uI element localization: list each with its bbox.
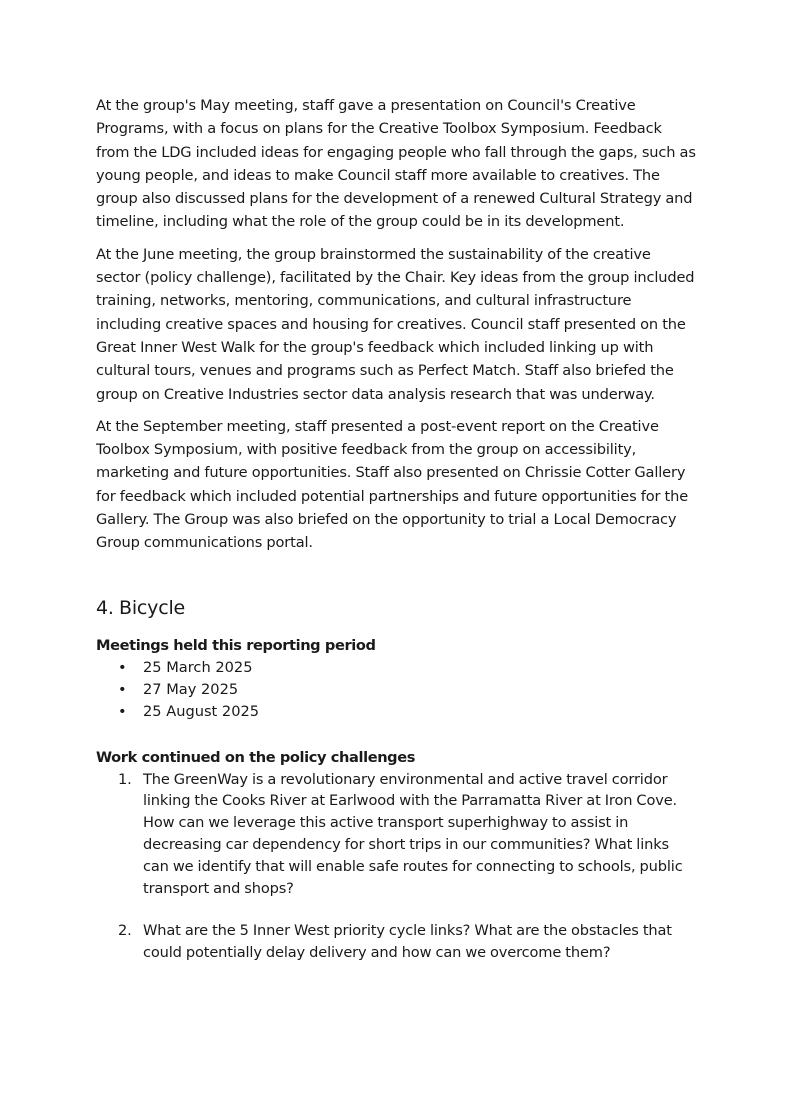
bullet-glyph: • — [118, 702, 127, 720]
item-number: 1. — [118, 770, 132, 788]
paragraph-may-meeting: At the group's May meeting, staff gave a presentation on Council's Creative Programs, with a focus on plans for the Creative Toolbox Symposium. Feedback from the LDG included ideas for engaging people who fall through the gaps, such as young people, and ideas to make Council staff more available to creatives. The group also discussed plans for the development of a renewed Cultural Strategy and timeline, including what the role of the group could be in its development. — [96, 97, 696, 231]
item-number: 2. — [118, 922, 132, 940]
section-title: Bicycle — [119, 596, 186, 619]
challenges-list — [96, 769, 696, 964]
list-item — [96, 657, 696, 679]
paragraph-september-meeting: At the September meeting, staff presented a post-event report on the Creative Toolbox Symposium, with positive feedback from the group on accessibility, marketing and future opportunities. Staff also presented on Chrissie Cotter Gallery for feedback which included potential partnerships and future opportunities for the Gallery. The Group was also briefed on the opportunity to trial a Local Democracy Group communications portal. — [96, 417, 689, 552]
meeting-date: 25 March 2025 — [143, 658, 253, 676]
list-item — [96, 920, 696, 964]
section-number: 4. — [96, 596, 114, 619]
challenges-heading: Work continued on the policy challenges — [96, 748, 416, 766]
list-item — [96, 769, 696, 900]
document-page — [96, 94, 696, 985]
list-item — [96, 701, 696, 723]
section-heading — [96, 595, 696, 621]
meeting-date: 27 May 2025 — [143, 680, 239, 698]
challenge-text: What are the 5 Inner West priority cycle links? What are the obstacles that could potentially delay delivery and how can we overcome them? — [143, 922, 672, 962]
meeting-date: 25 August 2025 — [143, 702, 260, 720]
meetings-list — [96, 657, 696, 723]
paragraph-june-meeting: At the June meeting, the group brainstormed the sustainability of the creative sector (policy challenge), facilitated by the Chair. Key ideas from the group included training, networks, mentoring, communications, and cultural infrastructure including creative spaces and housing for creatives. Council staff presented on the Great Inner West Walk for the group's feedback which included linking up with cultural tours, venues and programs such as Perfect Match. Staff also briefed the group on Creative Industries sector data analysis research that was underway. — [96, 245, 695, 403]
bullet-glyph: • — [118, 680, 127, 698]
challenge-text: The GreenWay is a revolutionary environmental and active travel corridor linking the Cooks River at Earlwood with the Parramatta River at Iron Cove. How can we leverage this active transport superhighway to assist in decreasing car dependency for short trips in our communities? What links can we identify that will enable safe routes for connecting to schools, public transport and shops? — [143, 770, 683, 897]
bullet-glyph: • — [118, 658, 127, 676]
list-item — [96, 679, 696, 701]
meetings-heading: Meetings held this reporting period — [96, 636, 376, 654]
